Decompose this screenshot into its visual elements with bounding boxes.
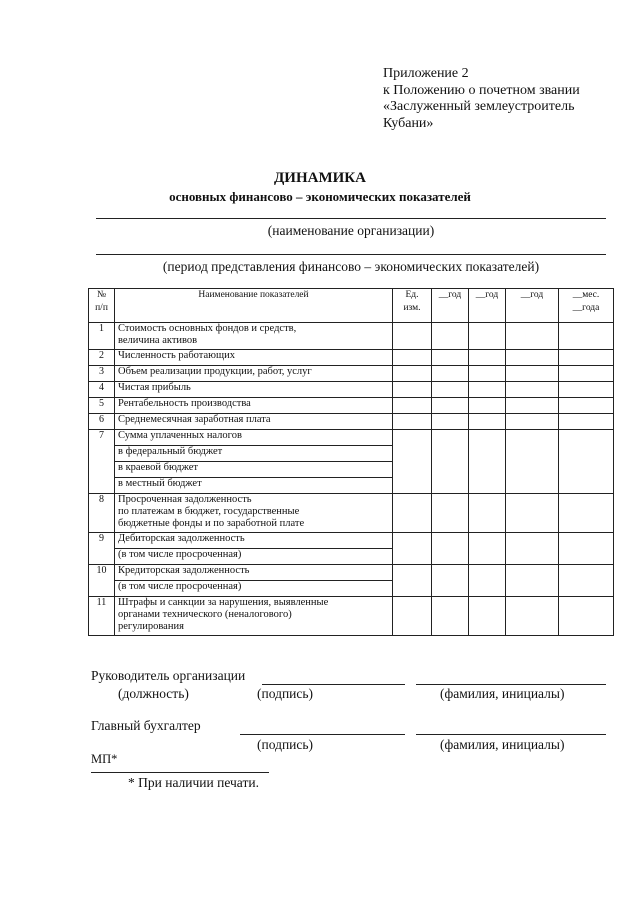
value-cell[interactable] xyxy=(432,533,469,565)
value-cell[interactable] xyxy=(559,350,614,366)
indicator-line: Стоимость основных фондов и средств, xyxy=(118,323,297,334)
value-cell[interactable] xyxy=(559,414,614,430)
row-number: 11 xyxy=(89,597,115,636)
row-number: 5 xyxy=(89,398,115,414)
director-name-line[interactable] xyxy=(416,684,606,685)
indicator-line: Сумма уплаченных налогов xyxy=(118,430,242,441)
row-number: 8 xyxy=(89,494,115,533)
value-cell[interactable] xyxy=(506,398,559,414)
sub-indicator-name: в местный бюджет xyxy=(115,478,393,494)
table-row xyxy=(89,430,614,446)
value-cell[interactable] xyxy=(393,350,432,366)
header-months xyxy=(559,289,614,323)
value-cell[interactable] xyxy=(469,398,506,414)
appendix-line-3: «Заслуженный землеустроитель xyxy=(383,99,575,114)
value-cell[interactable] xyxy=(469,382,506,398)
fullname-caption: (фамилия, инициалы) xyxy=(440,686,565,701)
indicator-line: Кредиторская задолженность xyxy=(118,565,250,576)
value-cell[interactable] xyxy=(393,533,432,565)
sub-indicator-name: в федеральный бюджет xyxy=(115,446,393,462)
document-subtitle: основных финансово – экономических показателей xyxy=(169,189,471,204)
fullname-caption-2: (фамилия, инициалы) xyxy=(440,737,565,752)
value-cell[interactable] xyxy=(393,597,432,636)
table-row xyxy=(89,323,614,350)
indicator-line: по платежам в бюджет, государственные xyxy=(118,506,300,517)
value-cell[interactable] xyxy=(432,350,469,366)
value-cell[interactable] xyxy=(469,430,506,494)
table-row xyxy=(89,597,614,636)
footnote-separator xyxy=(91,772,269,773)
value-cell[interactable] xyxy=(559,597,614,636)
table-header-row xyxy=(89,289,614,323)
value-cell[interactable] xyxy=(506,533,559,565)
value-cell[interactable] xyxy=(506,414,559,430)
value-cell[interactable] xyxy=(469,350,506,366)
indicator-line: органами технического (неналогового) xyxy=(118,609,292,620)
accountant-name-line[interactable] xyxy=(416,734,606,735)
header-year-2: __год xyxy=(469,289,506,323)
row-number: 3 xyxy=(89,366,115,382)
value-cell[interactable] xyxy=(469,414,506,430)
org-name-line[interactable] xyxy=(96,218,606,219)
row-indicator-name xyxy=(115,323,393,350)
header-year-1: __год xyxy=(432,289,469,323)
table-row xyxy=(89,414,614,430)
value-cell[interactable] xyxy=(393,366,432,382)
value-cell[interactable] xyxy=(393,430,432,494)
value-cell[interactable] xyxy=(559,533,614,565)
header-num: № п/п xyxy=(89,289,115,323)
sub-indicator-name: (в том числе просроченная) xyxy=(115,581,393,597)
row-indicator-name xyxy=(115,382,393,398)
director-signature-line[interactable] xyxy=(262,684,405,685)
table-row xyxy=(89,494,614,533)
table-row xyxy=(89,398,614,414)
value-cell[interactable] xyxy=(506,597,559,636)
accountant-signature-line[interactable] xyxy=(240,734,405,735)
row-number: 6 xyxy=(89,414,115,430)
indicator-line: Численность работающих xyxy=(118,350,235,361)
value-cell[interactable] xyxy=(393,414,432,430)
header-year-3: __год xyxy=(506,289,559,323)
value-cell[interactable] xyxy=(393,323,432,350)
row-indicator-name xyxy=(115,430,393,446)
row-indicator-name xyxy=(115,597,393,636)
value-cell[interactable] xyxy=(469,565,506,597)
value-cell[interactable] xyxy=(559,565,614,597)
row-indicator-name xyxy=(115,494,393,533)
value-cell[interactable] xyxy=(559,494,614,533)
director-label: Руководитель организации xyxy=(91,668,246,683)
value-cell[interactable] xyxy=(506,350,559,366)
header-name: Наименование показателей xyxy=(115,289,393,323)
value-cell[interactable] xyxy=(506,382,559,398)
table-row xyxy=(89,366,614,382)
row-number: 7 xyxy=(89,430,115,494)
value-cell[interactable] xyxy=(469,494,506,533)
value-cell[interactable] xyxy=(506,565,559,597)
value-cell[interactable] xyxy=(559,430,614,494)
value-cell[interactable] xyxy=(559,366,614,382)
value-cell[interactable] xyxy=(506,323,559,350)
header-months-year: __года xyxy=(572,303,600,313)
stamp-label: МП* xyxy=(91,752,118,766)
table-row xyxy=(89,382,614,398)
header-unit: Ед. изм. xyxy=(393,289,432,323)
indicator-line: Дебиторская задолженность xyxy=(118,533,245,544)
row-number: 4 xyxy=(89,382,115,398)
indicators-table xyxy=(88,288,614,636)
value-cell[interactable] xyxy=(506,430,559,494)
value-cell[interactable] xyxy=(559,398,614,414)
value-cell[interactable] xyxy=(393,398,432,414)
accountant-label: Главный бухгалтер xyxy=(91,718,201,733)
value-cell[interactable] xyxy=(559,382,614,398)
value-cell[interactable] xyxy=(469,323,506,350)
footnote: * При наличии печати. xyxy=(128,775,259,790)
indicator-line: Чистая прибыль xyxy=(118,382,191,393)
value-cell[interactable] xyxy=(432,430,469,494)
value-cell[interactable] xyxy=(559,323,614,350)
appendix-line-2: к Положению о почетном звании xyxy=(383,82,580,98)
value-cell[interactable] xyxy=(432,366,469,382)
row-indicator-name xyxy=(115,414,393,430)
value-cell[interactable] xyxy=(469,366,506,382)
table-row xyxy=(89,565,614,581)
value-cell[interactable] xyxy=(432,398,469,414)
appendix-line-1: Приложение 2 xyxy=(383,66,469,81)
indicator-line: Штрафы и санкции за нарушения, выявленные xyxy=(118,597,329,608)
row-number: 1 xyxy=(89,323,115,350)
value-cell[interactable] xyxy=(469,533,506,565)
value-cell[interactable] xyxy=(393,382,432,398)
signature-caption: (подпись) xyxy=(257,686,314,701)
value-cell[interactable] xyxy=(432,494,469,533)
row-indicator-name xyxy=(115,350,393,366)
org-name-caption: (наименование организации) xyxy=(267,223,435,238)
signature-caption-2: (подпись) xyxy=(257,737,314,752)
row-indicator-name xyxy=(115,398,393,414)
row-indicator-name xyxy=(115,533,393,549)
value-cell[interactable] xyxy=(432,597,469,636)
row-indicator-name xyxy=(115,366,393,382)
indicator-line: Объем реализации продукции, работ, услуг xyxy=(118,366,312,377)
period-line[interactable] xyxy=(96,254,606,255)
row-indicator-name xyxy=(115,565,393,581)
row-number: 9 xyxy=(89,533,115,565)
appendix-line-4: Кубани» xyxy=(383,115,434,131)
row-number: 2 xyxy=(89,350,115,366)
value-cell[interactable] xyxy=(432,323,469,350)
value-cell[interactable] xyxy=(393,494,432,533)
appendix-note xyxy=(383,66,580,132)
indicator-line: величина активов xyxy=(118,335,198,346)
period-caption: (период представления финансово – экономических показателей) xyxy=(162,259,540,274)
table-row xyxy=(89,350,614,366)
indicator-line: бюджетные фонды и по заработной плате xyxy=(118,518,305,529)
value-cell[interactable] xyxy=(469,597,506,636)
value-cell[interactable] xyxy=(432,565,469,597)
indicator-line: регулирования xyxy=(118,621,184,632)
header-months-label: __мес. xyxy=(572,290,600,300)
position-caption: (должность) xyxy=(118,686,189,701)
row-number: 10 xyxy=(89,565,115,597)
value-cell[interactable] xyxy=(506,366,559,382)
indicator-line: Просроченная задолженность xyxy=(118,494,252,505)
document-title: ДИНАМИКА xyxy=(273,170,367,186)
value-cell[interactable] xyxy=(506,494,559,533)
indicator-line: Рентабельность производства xyxy=(118,398,251,409)
table-row xyxy=(89,533,614,549)
value-cell[interactable] xyxy=(393,565,432,597)
indicator-line: Среднемесячная заработная плата xyxy=(118,414,271,425)
value-cell[interactable] xyxy=(432,414,469,430)
sub-indicator-name: в краевой бюджет xyxy=(115,462,393,478)
table-body xyxy=(89,323,614,636)
value-cell[interactable] xyxy=(432,382,469,398)
sub-indicator-name: (в том числе просроченная) xyxy=(115,549,393,565)
